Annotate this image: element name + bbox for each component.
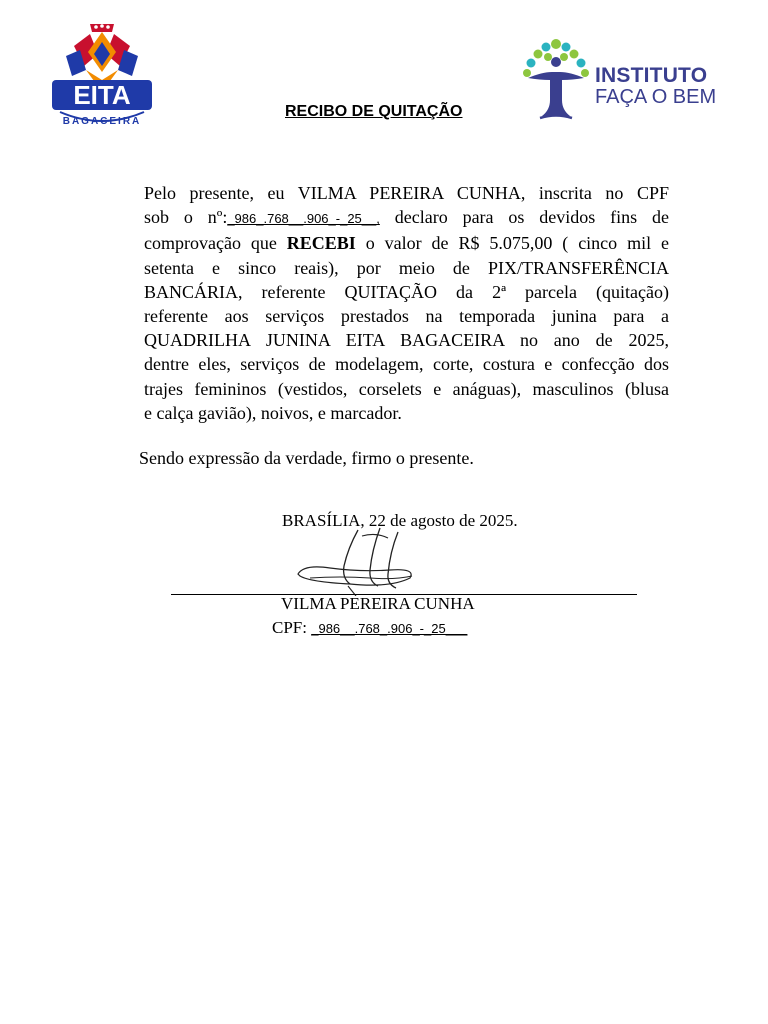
cpf-value: _986__.768_.906_-_25___ xyxy=(311,621,468,636)
institute-name-line1: INSTITUTO xyxy=(595,64,708,87)
cpf-label-inline: sob o nº: xyxy=(144,207,228,228)
cpf-label: CPF: xyxy=(272,618,307,637)
recebi-bold: RECEBI xyxy=(286,233,356,254)
body-line: trajes femininos (vestidos, corselets e anáguas), masculinos (blusa xyxy=(144,378,669,399)
body-line: referente aos serviços prestados na temporada junina para a xyxy=(144,306,669,327)
body-line: dentre eles, serviços de modelagem, corte, costura e confecção dos xyxy=(144,354,669,375)
svg-text:BAGACEIRA: BAGACEIRA xyxy=(62,116,142,127)
body-text-span: comprovação que xyxy=(144,233,287,254)
body-text-span: declaro para os devidos fins de xyxy=(379,207,669,228)
document-title: RECIBO DE QUITAÇÃO xyxy=(285,103,463,120)
place-date: BRASÍLIA, 22 de agosto de 2025. xyxy=(282,511,518,530)
body-line: e calça gavião), noivos, e marcador. xyxy=(144,402,402,423)
body-line xyxy=(144,231,669,255)
handwritten-signature xyxy=(290,526,420,596)
body-text-span: o valor de R$ 5.075,00 ( cinco mil e xyxy=(355,233,669,254)
body-line xyxy=(144,205,669,231)
eita-bagaceira-logo xyxy=(46,14,158,130)
institute-name-line2: FAÇA O BEM xyxy=(595,86,717,108)
receipt-body xyxy=(144,181,669,425)
eita-bagaceira-logo-graphic xyxy=(46,14,158,130)
cpf-field-inline: _986_.768__.906_-_25__, xyxy=(227,211,380,227)
instituto-faca-o-bem-logo xyxy=(518,36,722,120)
body-line: Pelo presente, eu VILMA PEREIRA CUNHA, inscrita no CPF xyxy=(144,183,669,203)
body-line: QUADRILHA JUNINA EITA BAGACEIRA no ano de 2025, xyxy=(144,330,669,351)
body-line: setenta e sinco reais), por meio de PIX/TRANSFERÊNCIA xyxy=(144,257,669,278)
eita-wordmark: EITA xyxy=(73,80,131,110)
body-line: BANCÁRIA, referente QUITAÇÃO da 2ª parcela (quitação) xyxy=(144,281,669,302)
signer-cpf xyxy=(272,618,467,638)
closing-statement: Sendo expressão da verdade, firmo o presente. xyxy=(139,448,474,468)
tree-person-icon xyxy=(518,36,594,120)
signer-name: VILMA PEREIRA CUNHA xyxy=(281,594,475,613)
